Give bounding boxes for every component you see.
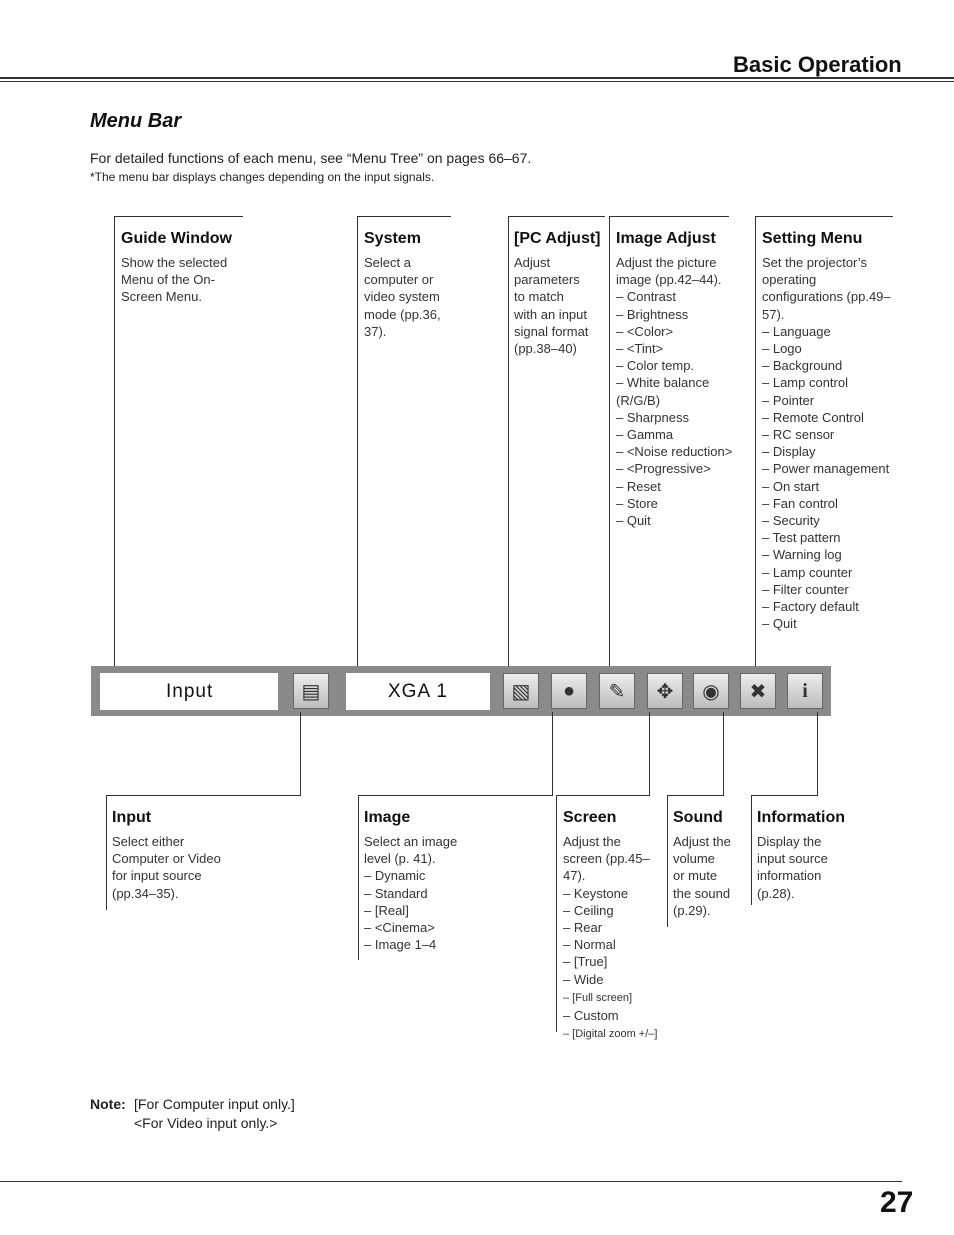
header-rule-thin [0, 81, 954, 82]
image-adjust-title: Image Adjust [616, 230, 716, 247]
callout-line [751, 795, 752, 905]
image-block [364, 809, 457, 953]
page-number: 27 [880, 1186, 914, 1219]
screen-block [563, 809, 657, 1043]
callout-line [114, 216, 115, 668]
guide-window-block [121, 230, 232, 306]
setting-menu-title: Setting Menu [762, 230, 863, 247]
system-field[interactable]: XGA 1 [346, 673, 490, 710]
screen-icon[interactable]: ✥ [647, 673, 683, 709]
intro-note: *The menu bar displays changes depending on the input signals. [90, 170, 435, 184]
callout-line [357, 216, 451, 217]
callout-line [106, 795, 107, 910]
screen-item-digital: – [Digital zoom +/–] [563, 1028, 658, 1041]
callout-line [552, 712, 553, 795]
sound-icon[interactable]: ◉ [693, 673, 729, 709]
screen-item-custom: – Custom [563, 1008, 619, 1024]
sound-desc: Adjust the volume or mute the sound (p.29). [673, 834, 731, 918]
input-field[interactable]: Input [100, 673, 278, 710]
image-adjust-desc: Adjust the picture image (pp.42–44). – Contrast – Brightness – <Color> – <Tint> – Color temp. – White balance (R/G/B) – Sharpness – Gamma – <Noise reduction> – <Progressive> – Reset – Store – Quit [616, 255, 733, 529]
callout-line [556, 795, 557, 1032]
image-title: Image [364, 809, 411, 826]
callout-line [817, 712, 818, 795]
callout-line [723, 712, 724, 795]
callout-line [556, 795, 650, 796]
input-title: Input [112, 809, 152, 826]
callout-line [357, 216, 358, 668]
section-title: Basic Operation [733, 52, 902, 77]
setting-wrench-icon[interactable]: ✖ [740, 673, 776, 709]
callout-line [667, 795, 668, 927]
callout-line [106, 795, 301, 796]
callout-line [755, 216, 893, 217]
callout-line [300, 712, 301, 795]
information-icon[interactable]: i [787, 673, 823, 709]
sound-title: Sound [673, 809, 723, 826]
callout-line [609, 216, 729, 217]
footer-rule [0, 1181, 902, 1182]
note-label: Note: [90, 1096, 126, 1112]
image-adjust-icon[interactable]: ✎ [599, 673, 635, 709]
callout-line [508, 216, 509, 676]
callout-line [755, 216, 756, 676]
callout-line [114, 216, 243, 217]
sound-block [673, 809, 731, 919]
guide-window-desc: Show the selected Menu of the On- Screen Menu. [121, 255, 228, 305]
setting-menu-desc: Set the projector’s operating configurations (pp.49– 57). – Language – Logo – Background – Lamp control – Pointer – Remote Control – RC sensor – Display – Power management – On start – Fan control – Security – Test pattern – Warning log – Lamp counter – Filter counter – Factory default – Quit [762, 255, 891, 632]
system-title: System [364, 230, 421, 247]
note-line-1: [For Computer input only.] [134, 1096, 295, 1112]
note-line-2: <For Video input only.> [134, 1115, 278, 1131]
system-desc: Select a computer or video system mode (pp.36, 37). [364, 255, 441, 339]
callout-line [751, 795, 818, 796]
system-block [364, 230, 441, 340]
callout-line [358, 795, 359, 960]
callout-line [667, 795, 724, 796]
callout-line [609, 216, 610, 676]
input-desc: Select either Computer or Video for input source (pp.34–35). [112, 834, 221, 901]
screen-item-full: – [Full screen] [563, 991, 633, 1004]
pc-adjust-title: [PC Adjust] [514, 230, 601, 247]
information-block [757, 809, 845, 902]
callout-line [649, 712, 650, 795]
input-block [112, 809, 221, 902]
guide-window-icon[interactable]: ▤ [293, 673, 329, 709]
image-desc: Select an image level (p. 41). – Dynamic – Standard – [Real] – <Cinema> – Image 1–4 [364, 834, 458, 953]
guide-window-title: Guide Window [121, 230, 232, 247]
pc-adjust-desc: Adjust parameters to match with an input signal format (pp.38–40) [514, 255, 589, 357]
page-title: Menu Bar [90, 110, 182, 132]
callout-line [358, 795, 553, 796]
image-adjust-block [616, 230, 732, 529]
setting-menu-block [762, 230, 891, 632]
pc-adjust-block [514, 230, 601, 357]
pc-adjust-icon[interactable]: ▧ [503, 673, 539, 709]
screen-desc: Adjust the screen (pp.45– 47). – Keystone – Ceiling – Rear – Normal – [True] – Wide [563, 834, 650, 987]
information-desc: Display the input source information (p.28). [757, 834, 828, 901]
image-icon[interactable]: ● [551, 673, 587, 709]
intro-text: For detailed functions of each menu, see “Menu Tree” on pages 66–67. [90, 150, 532, 166]
screen-title: Screen [563, 809, 617, 826]
callout-line [508, 216, 605, 217]
information-title: Information [757, 809, 845, 826]
